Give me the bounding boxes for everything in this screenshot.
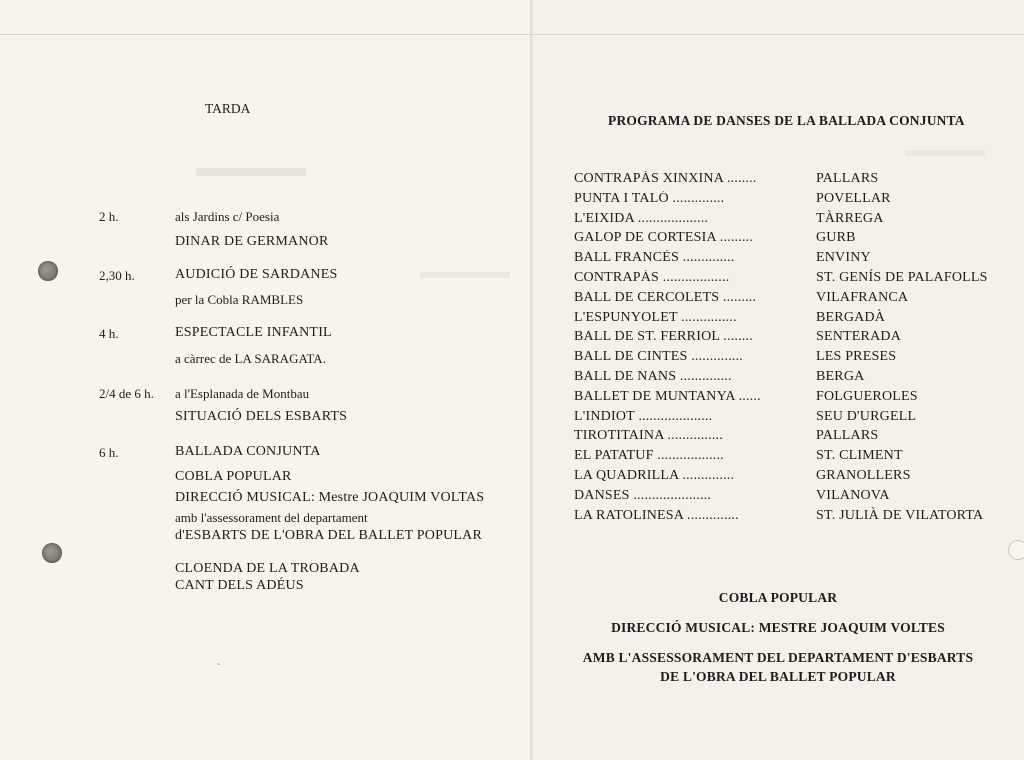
schedule-time: 2 h.	[99, 209, 119, 224]
ballada-line: COBLA POPULAR	[175, 469, 292, 484]
dance-place: ST. JULIÀ DE VILATORTA	[816, 507, 984, 523]
dance-place: GRANOLLERS	[816, 467, 911, 483]
dance-row	[574, 250, 994, 270]
pencil-mark: ˜	[217, 662, 220, 672]
dance-row	[574, 310, 994, 330]
dance-place: ST. GENÍS DE PALAFOLLS	[816, 269, 988, 285]
dance-name: BALL DE CINTES ..............	[574, 349, 743, 365]
show-through-mark	[196, 168, 306, 176]
dance-row	[574, 409, 994, 429]
dance-row	[574, 211, 994, 231]
dance-row	[574, 290, 994, 310]
dance-name: BALLET DE MUNTANYA ......	[574, 388, 761, 404]
dance-place: BERGA	[816, 368, 865, 384]
dance-row	[574, 389, 994, 409]
dance-name: L'INDIOT ....................	[574, 408, 713, 424]
dance-place: ST. CLIMENT	[816, 448, 903, 464]
punch-hole	[42, 543, 62, 563]
punch-hole	[38, 261, 58, 281]
dance-row	[574, 191, 994, 211]
ballada-line: d'ESBARTS DE L'OBRA DEL BALLET POPULAR	[175, 528, 482, 543]
dance-place: GURB	[816, 230, 856, 246]
schedule-event: AUDICIÓ DE SARDANES	[175, 267, 338, 282]
dance-row	[574, 508, 994, 528]
dance-row	[574, 448, 994, 468]
footer-line: AMB L'ASSESSORAMENT DEL DEPARTAMENT D'ESBARTS	[582, 650, 974, 665]
dance-name: PUNTA I TALÓ ..............	[574, 190, 725, 206]
dance-row	[574, 428, 994, 448]
dance-name: BALL FRANCÈS ..............	[574, 250, 735, 266]
dance-name: EL PATATUF ..................	[574, 448, 724, 464]
dance-place: LES PRESES	[816, 349, 897, 365]
edge-notch	[1008, 540, 1024, 560]
schedule-event: BALLADA CONJUNTA	[175, 444, 321, 459]
dance-row	[574, 468, 994, 488]
dance-place: VILANOVA	[816, 487, 890, 503]
schedule-note: a l'Esplanada de Montbau	[175, 386, 310, 401]
top-crease	[0, 34, 1024, 35]
dance-name: L'ESPUNYOLET ...............	[574, 309, 737, 325]
dance-name: LA RATOLINESA ..............	[574, 507, 739, 523]
ballada-line: amb l'assessorament del departament	[175, 510, 368, 525]
schedule-time: 4 h.	[99, 326, 119, 341]
show-through-mark	[420, 272, 510, 278]
dance-place: SENTERADA	[816, 329, 902, 345]
schedule-note: als Jardins c/ Poesia	[175, 209, 280, 224]
dance-name: BALL DE NANS ..............	[574, 368, 732, 384]
dance-place: POVELLAR	[816, 190, 891, 206]
dance-list	[574, 171, 994, 527]
dance-name: TIROTITAINA ...............	[574, 428, 723, 444]
dance-name: LA QUADRILLA ..............	[574, 467, 735, 483]
schedule-time: 6 h.	[99, 445, 119, 460]
dance-row	[574, 488, 994, 508]
dance-place: PALLARS	[816, 428, 879, 444]
section-heading: TARDA	[205, 101, 251, 116]
footer-line: COBLA POPULAR	[718, 590, 838, 605]
dance-place: VILAFRANCA	[816, 289, 909, 305]
schedule-event: ESPECTACLE INFANTIL	[175, 325, 332, 340]
dance-row	[574, 369, 994, 389]
dance-place: FOLGUEROLES	[816, 388, 918, 404]
dance-row	[574, 171, 994, 191]
closing-line: CANT DELS ADÉUS	[175, 578, 304, 593]
dance-name: BALL DE CERCOLETS .........	[574, 289, 757, 305]
dance-name: CONTRAPÀS ..................	[574, 269, 730, 285]
dance-place: ENVINY	[816, 250, 871, 266]
ballada-line: DIRECCIÓ MUSICAL: Mestre JOAQUIM VOLTAS	[175, 490, 485, 505]
dance-name: DANSES .....................	[574, 487, 712, 503]
page-fold	[530, 0, 534, 760]
dance-row	[574, 270, 994, 290]
dance-place: TÀRREGA	[816, 210, 884, 226]
dance-row	[574, 230, 994, 250]
schedule-event: DINAR DE GERMANOR	[175, 234, 329, 249]
dance-row	[574, 349, 994, 369]
schedule-note: per la Cobla RAMBLES	[175, 292, 304, 307]
schedule-time: 2,30 h.	[99, 268, 135, 283]
dance-row	[574, 329, 994, 349]
schedule-event: SITUACIÓ DELS ESBARTS	[175, 409, 348, 424]
footer-line: DE L'OBRA DEL BALLET POPULAR	[660, 669, 896, 684]
closing-line: CLOENDA DE LA TROBADA	[175, 561, 360, 576]
dance-name: L'EIXIDA ...................	[574, 210, 709, 226]
show-through-mark	[905, 150, 985, 156]
schedule-note: a càrrec de LA SARAGATA.	[175, 351, 326, 366]
dance-name: GALOP DE CORTESIA .........	[574, 230, 754, 246]
dance-place: BERGADÀ	[816, 309, 886, 325]
dance-place: SEU D'URGELL	[816, 408, 917, 424]
schedule-time: 2/4 de 6 h.	[99, 386, 154, 401]
dance-name: CONTRAPÀS XINXINA ........	[574, 171, 757, 186]
dance-name: BALL DE ST. FERRIOL ........	[574, 329, 753, 345]
dance-place: PALLARS	[816, 171, 879, 186]
footer-line: DIRECCIÓ MUSICAL: MESTRE JOAQUIM VOLTES	[611, 620, 945, 635]
program-title: PROGRAMA DE DANSES DE LA BALLADA CONJUNTA	[608, 113, 965, 128]
